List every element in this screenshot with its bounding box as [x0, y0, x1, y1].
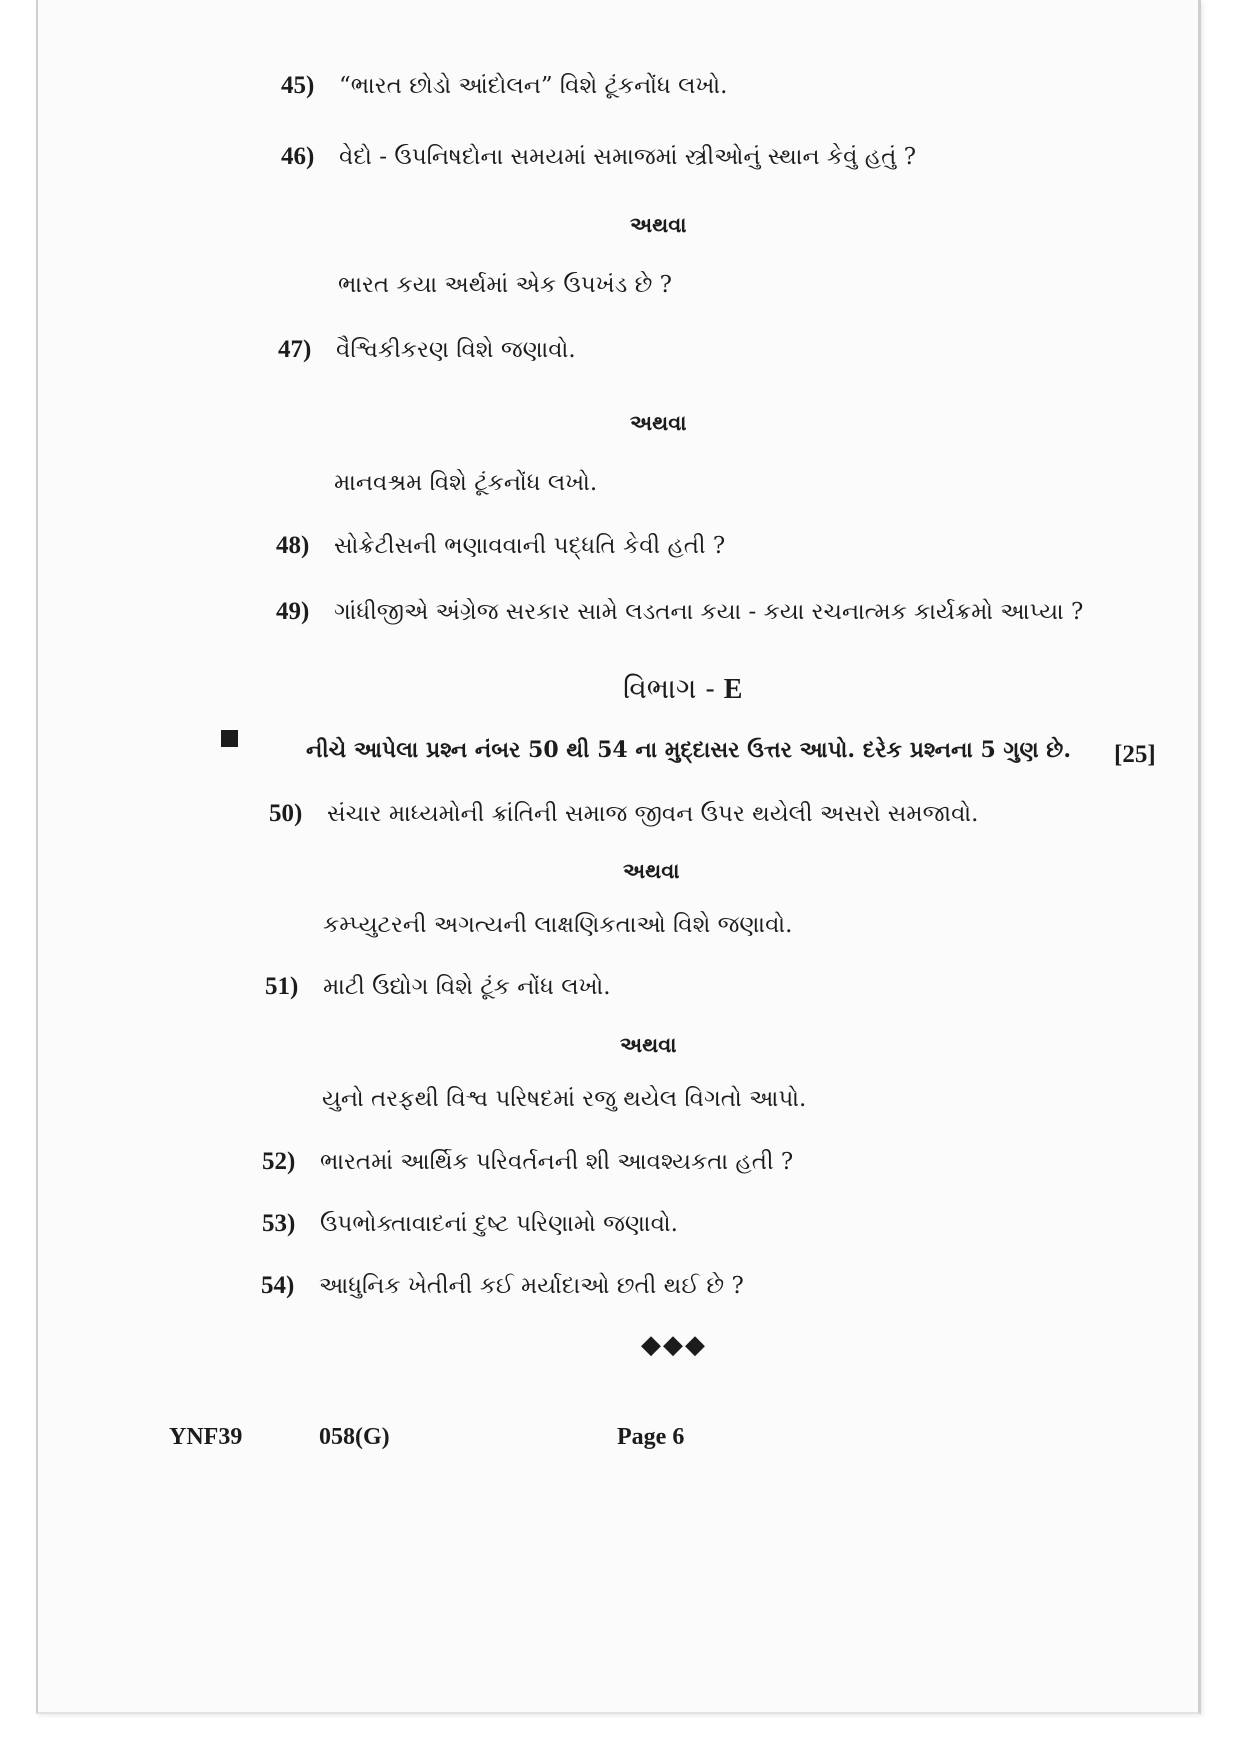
question-text: સોક્રેટીસની ભણાવવાની પદ્ધતિ કેવી હતી ? — [334, 533, 726, 559]
question-50 — [269, 800, 978, 828]
question-number: 53) — [262, 1210, 296, 1237]
question-48 — [276, 532, 725, 560]
section-title: વિભાગ - — [623, 672, 724, 705]
footer-page-number: Page 6 — [617, 1424, 685, 1450]
or-label: અથવા — [623, 858, 680, 883]
question-text: આધુનિક ખેતીની કઈ મર્યાદાઓ છતી થઈ છે ? — [319, 1273, 744, 1299]
section-heading — [623, 672, 742, 706]
question-text: સંચાર માધ્યમોની ક્રાંતિની સમાજ જીવન ઉપર થયેલી અસરો સમજાવો. — [327, 801, 979, 827]
section-instruction: નીચે આપેલા પ્રશ્ન નંબર 50 થી 54 ના મુદ્દાસર ઉત્તર આપો. દરેક પ્રશ્નના 5 ગુણ છે. — [306, 737, 1071, 763]
question-number: 49) — [276, 598, 310, 625]
question-text: ભારતમાં આર્થિક પરિવર્તનની શી આવશ્યકતા હતી ? — [320, 1149, 794, 1175]
question-45 — [281, 72, 727, 100]
question-text: માટી ઉદ્યોગ વિશે ટૂંક નોંધ લખો. — [323, 974, 611, 1000]
alternate-question: ભારત કયા અર્થમાં એક ઉપખંડ છે ? — [338, 272, 672, 298]
question-47 — [278, 336, 576, 364]
section-marks: [25] — [1114, 741, 1156, 768]
exam-page — [36, 0, 1201, 1714]
alternate-question: માનવશ્રમ વિશે ટૂંકનોંધ લખો. — [334, 470, 598, 496]
question-text: ઉપભોક્તાવાદનાં દુષ્ટ પરિણામો જણાવો. — [320, 1211, 678, 1237]
or-label: અથવા — [620, 1032, 677, 1057]
question-text: ગાંધીજીએ અંગ્રેજ સરકાર સામે લડતના કયા - કયા રચનાત્મક કાર્યક્રમો આપ્યા ? — [334, 599, 1084, 625]
section-letter: E — [723, 674, 743, 705]
question-number: 46) — [281, 143, 315, 170]
question-number: 54) — [261, 1272, 295, 1299]
alternate-question: યુનો તરફથી વિશ્વ પરિષદમાં રજુ થયેલ વિગતો આપો. — [322, 1086, 807, 1112]
question-49 — [276, 598, 1083, 626]
end-diamonds-icon: ◆◆◆ — [641, 1330, 707, 1360]
question-51 — [265, 973, 611, 1001]
question-46 — [281, 143, 916, 171]
question-53 — [262, 1210, 678, 1238]
or-label: અથવા — [630, 212, 687, 237]
question-text: વેદો - ઉપનિષદોના સમયમાં સમાજમાં સ્ત્રીઓનું સ્થાન કેવું હતું ? — [339, 144, 917, 170]
alternate-question: કમ્પ્યુટરની અગત્યની લાક્ષણિકતાઓ વિશે જણાવો. — [323, 912, 793, 938]
question-number: 52) — [262, 1148, 296, 1175]
question-52 — [262, 1148, 793, 1176]
question-number: 50) — [269, 800, 303, 827]
question-number: 47) — [278, 336, 312, 363]
footer-subject-code: 058(G) — [319, 1424, 390, 1450]
square-bullet-icon — [221, 730, 238, 747]
question-number: 51) — [265, 973, 299, 1000]
question-number: 45) — [281, 72, 315, 99]
question-number: 48) — [276, 532, 310, 559]
question-text: “ભારત છોડો આંદોલન” વિશે ટૂંકનોંધ લખો. — [339, 73, 728, 99]
or-label: અથવા — [630, 410, 687, 435]
question-text: વૈશ્વિકીકરણ વિશે જણાવો. — [336, 337, 576, 363]
footer-code: YNF39 — [169, 1424, 243, 1450]
question-54 — [261, 1272, 744, 1300]
